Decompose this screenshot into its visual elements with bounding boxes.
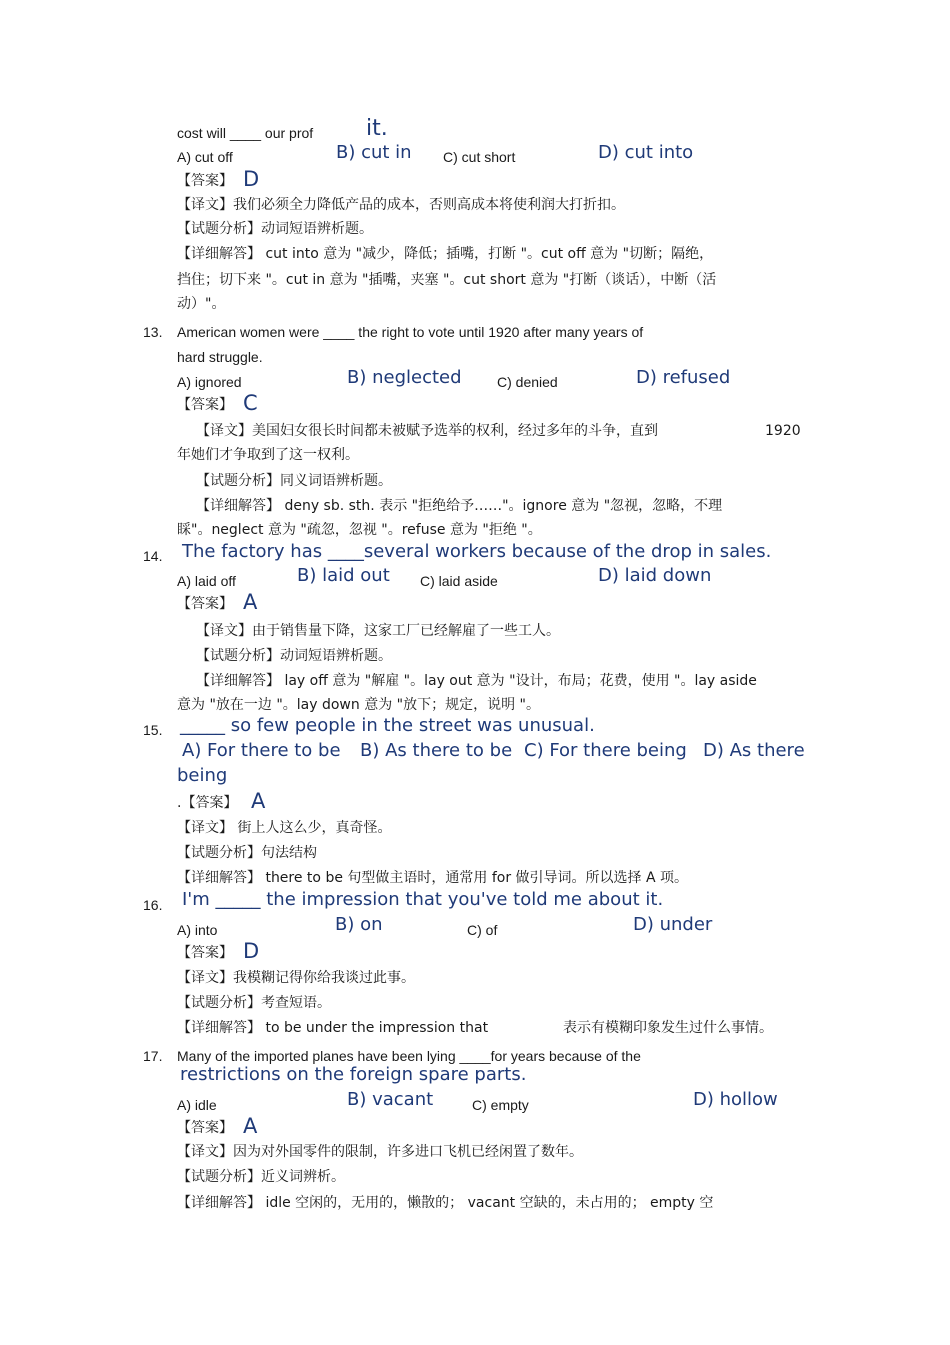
q16-number: 16.	[143, 897, 163, 913]
q17-answer-label: 【答案】	[177, 1120, 233, 1136]
q17-detail-line1: 【详细解答】 idle 空闲的，无用的，懒散的； vacant 空缺的，未占用的； empty 空	[177, 1195, 714, 1211]
q15-answer: A	[251, 789, 266, 813]
q12-option-b: B) cut in	[336, 142, 412, 163]
q17-option-b: B) vacant	[347, 1089, 434, 1110]
q15-detail-line1: 【详细解答】 there to be 句型做主语时，通常用 for 做引导词。所以选择 A 项。	[177, 870, 689, 886]
q17-analysis: 【试题分析】近义词辨析。	[177, 1169, 345, 1185]
q14-detail-line2: 意为 "放在一边 "。lay down 意为 "放下；规定，说明 "。	[177, 697, 540, 713]
q17-option-c: C) empty	[472, 1097, 529, 1113]
q16-analysis: 【试题分析】考查短语。	[177, 995, 331, 1011]
q13-translation-year: 1920	[765, 423, 801, 439]
q15-translation: 【译文】 街上人这么少，真奇怪。	[177, 820, 392, 836]
q14-analysis: 【试题分析】动词短语辨析题。	[196, 648, 392, 664]
q14-translation: 【译文】由于销售量下降，这家工厂已经解雇了一些工人。	[196, 623, 560, 639]
q15-number: 15.	[143, 722, 163, 738]
q13-stem-line2: hard struggle.	[177, 349, 263, 365]
q12-detail-line1: 【详细解答】 cut into 意为 "减少，降低；插嘴，打断 "。cut off 意为 "切断；隔绝，	[177, 246, 714, 262]
q13-detail-line1: 【详细解答】 deny sb. sth. 表示 "拒绝给予……"。ignore 意为 "忽视，忽略，不理	[196, 498, 723, 514]
q15-option-b: B) As there to be	[360, 740, 513, 761]
q17-stem-line2: restrictions on the foreign spare parts.	[180, 1064, 527, 1085]
q15-option-c: C) For there being	[524, 740, 687, 761]
q17-option-a: A) idle	[177, 1097, 217, 1113]
q12-option-d: D) cut into	[598, 142, 694, 163]
q15-option-d-cont: being	[177, 765, 228, 786]
q12-stem: cost will ____ our prof	[177, 125, 314, 141]
q16-translation: 【译文】我模糊记得你给我谈过此事。	[177, 970, 415, 986]
q12-option-a: A) cut off	[177, 149, 233, 165]
q17-stem-line1: Many of the imported planes have been lying ____for years because of the	[177, 1048, 641, 1064]
q16-answer-label: 【答案】	[177, 945, 233, 961]
q14-option-d: D) laid down	[598, 565, 712, 586]
q13-translation-line2: 年她们才争取到了这一权利。	[177, 447, 359, 463]
q13-answer-label: 【答案】	[177, 397, 233, 413]
q12-translation: 【译文】我们必须全力降低产品的成本，否则高成本将使利润大打折扣。	[177, 197, 625, 213]
q15-analysis: 【试题分析】句法结构	[177, 845, 317, 861]
q13-analysis: 【试题分析】同义词语辨析题。	[196, 473, 392, 489]
q16-option-d: D) under	[633, 914, 713, 935]
q16-detail-line1-end: 表示有模糊印象发生过什么事情。	[563, 1020, 773, 1036]
q13-detail-line2: 睬"。neglect 意为 "疏忽，忽视 "。refuse 意为 "拒绝 "。	[177, 522, 542, 538]
q16-answer: D	[243, 939, 260, 963]
q12-stem-end: it.	[366, 116, 388, 141]
q17-number: 17.	[143, 1048, 163, 1064]
q12-detail-line3: 动）"。	[177, 296, 226, 312]
q13-translation-line1: 【译文】美国妇女很长时间都未被赋予选举的权利，经过多年的斗争，直到	[196, 423, 658, 439]
q13-option-d: D) refused	[636, 367, 731, 388]
q14-answer-label: 【答案】	[177, 596, 233, 612]
q14-detail-line1: 【详细解答】 lay off 意为 "解雇 "。lay out 意为 "设计，布局；花费，使用 "。lay aside	[196, 673, 757, 689]
q14-stem: The factory has ____several workers because of the drop in sales.	[182, 541, 772, 562]
q15-option-a: A) For there to be	[182, 740, 341, 761]
q17-answer: A	[243, 1114, 258, 1138]
q13-answer: C	[243, 391, 258, 415]
q13-stem-line1: American women were ____ the right to vote until 1920 after many years of	[177, 324, 644, 340]
q15-answer-label: .【答案】	[177, 795, 238, 811]
q14-answer: A	[243, 590, 258, 614]
q12-detail-line2: 挡住；切下来 "。cut in 意为 "插嘴，夹塞 "。cut short 意为 "打断（谈话），中断（活	[177, 272, 717, 288]
q12-answer-label: 【答案】	[177, 173, 233, 189]
q12-analysis: 【试题分析】动词短语辨析题。	[177, 221, 373, 237]
q14-option-c: C) laid aside	[420, 573, 498, 589]
q14-option-a: A) laid off	[177, 573, 236, 589]
q12-option-c: C) cut short	[443, 149, 516, 165]
q13-option-c: C) denied	[497, 374, 558, 390]
q17-option-d: D) hollow	[693, 1089, 778, 1110]
q16-detail-line1: 【详细解答】 to be under the impression that	[177, 1020, 489, 1036]
q13-option-a: A) ignored	[177, 374, 242, 390]
q16-option-a: A) into	[177, 922, 218, 938]
q13-number: 13.	[143, 324, 163, 340]
q15-stem: _____ so few people in the street was unusual.	[180, 715, 595, 736]
q16-option-b: B) on	[335, 914, 383, 935]
q16-stem: I'm _____ the impression that you've told me about it.	[182, 889, 664, 910]
q16-option-c: C) of	[467, 922, 498, 938]
q15-option-d: D) As there	[703, 740, 805, 761]
q14-number: 14.	[143, 548, 163, 564]
q14-option-b: B) laid out	[297, 565, 390, 586]
q13-option-b: B) neglected	[347, 367, 462, 388]
q12-answer: D	[243, 167, 260, 191]
q17-translation: 【译文】因为对外国零件的限制，许多进口飞机已经闲置了数年。	[177, 1144, 583, 1160]
